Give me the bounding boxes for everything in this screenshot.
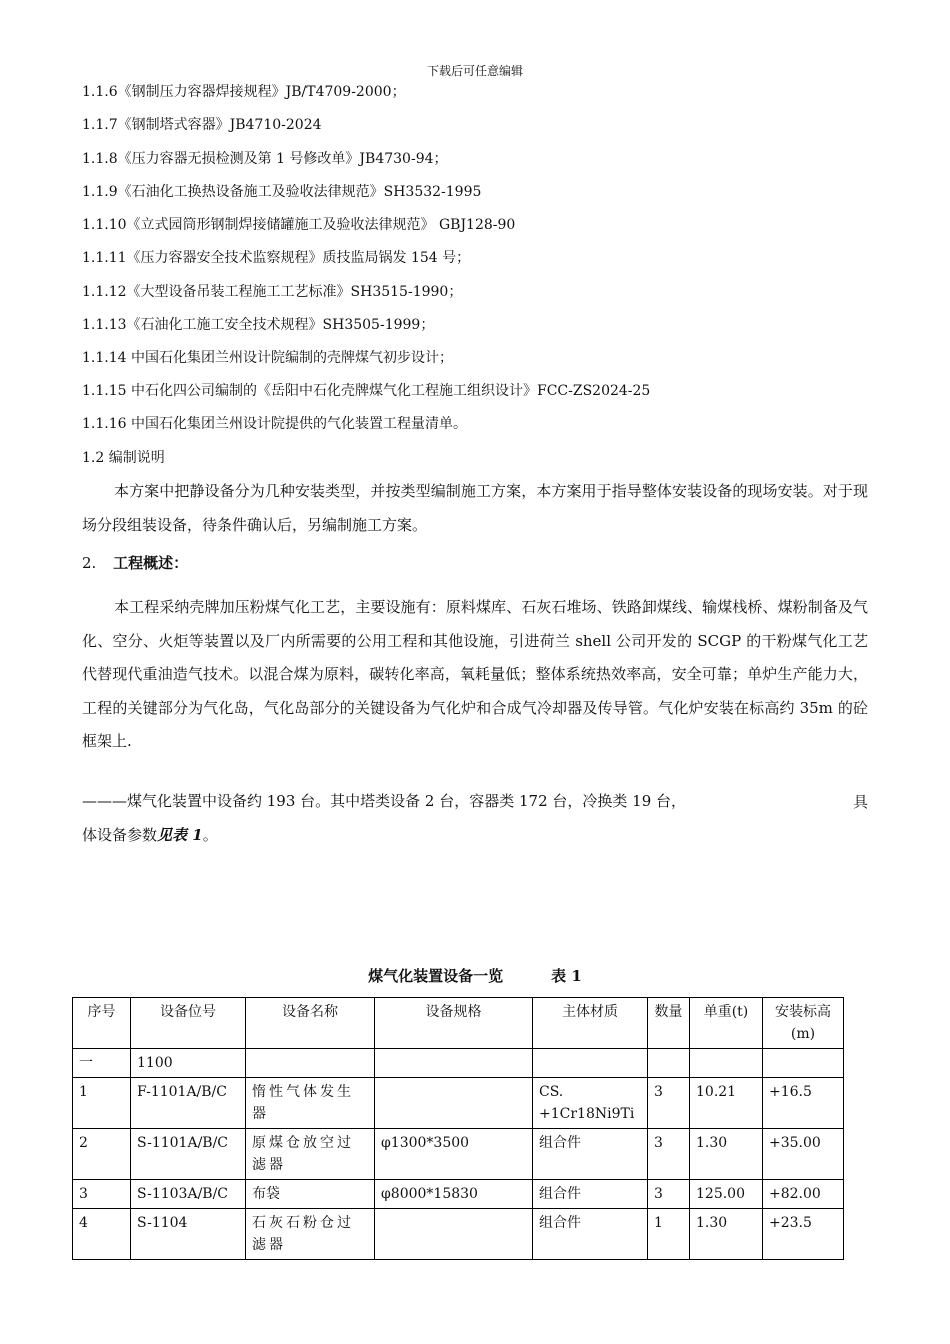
table-cell: [246, 1049, 375, 1078]
table-cell: +82.00: [763, 1180, 844, 1209]
ref-item: 1.1.8《压力容器无损检测及第 1 号修改单》JB4730-94；: [82, 151, 448, 167]
table-row: [73, 1049, 844, 1078]
table-cell: S-1101A/B/C: [131, 1129, 246, 1180]
table-cell: 原煤仓放空过滤器: [246, 1129, 375, 1180]
table-cell: [375, 1078, 533, 1129]
table-cell: [690, 1049, 763, 1078]
equipment-table: [72, 997, 844, 1260]
table-cell: 3: [648, 1180, 690, 1209]
ref-item: 1.1.13《石油化工施工安全技术规程》SH3505-1999；: [82, 317, 435, 333]
table-cell: 惰性气体发生器: [246, 1078, 375, 1129]
table-cell: [648, 1049, 690, 1078]
table-cell: 2: [73, 1129, 131, 1180]
ref-item: 1.1.14 中国石化集团兰州设计院编制的壳牌煤气初步设计；: [82, 350, 453, 366]
ref-item: 1.1.15 中石化四公司编制的《岳阳中石化壳牌煤气化工程施工组织设计》FCC-ZS2024-25: [82, 383, 651, 399]
section-title: 工程概述：: [113, 554, 189, 572]
table-cell: S-1104: [131, 1209, 246, 1260]
table-cell: 3: [648, 1078, 690, 1129]
paragraph-equipment-count: ———煤气化装置中设备约 193 台。其中塔类设备 2 台，容器类 172 台，冷换类 19 台，: [82, 792, 687, 810]
paragraph-equipment-ref: [82, 825, 218, 845]
paragraph-1-2: 本方案中把静设备分为几种安装类型，并按类型编制施工方案，本方案用于指导整体安装设备的现场安装。对于现场分段组装设备，待条件确认后，另编制施工方案。: [82, 482, 868, 534]
paragraph-continuation: 具: [852, 793, 868, 811]
column-header: 设备规格: [375, 998, 533, 1049]
column-header: 安装标高(m): [763, 998, 844, 1049]
ref-item: 1.1.16 中国石化集团兰州设计院提供的气化装置工程量清单。: [82, 416, 467, 432]
table-cell: [375, 1209, 533, 1260]
table-cell: 布袋: [246, 1180, 375, 1209]
ref-item: 1.1.12《大型设备吊装工程施工工艺标准》SH3515-1990；: [82, 284, 463, 300]
ref-item: 1.1.6《钢制压力容器焊接规程》JB/T4709-2000；: [82, 84, 406, 100]
ref-item: 1.1.10《立式园筒形钢制焊接储罐施工及验收法律规范》 GBJ128-90: [82, 217, 516, 233]
table-label: 表 1: [551, 967, 582, 985]
column-header: 主体材质: [533, 998, 648, 1049]
table-cell: [533, 1049, 648, 1078]
page-header: 下载后可任意编辑: [426, 64, 523, 78]
table-cell: +23.5: [763, 1209, 844, 1260]
text: 。: [202, 826, 218, 844]
table-row: [73, 1129, 844, 1180]
table-cell: 3: [648, 1129, 690, 1180]
table-cell: [763, 1049, 844, 1078]
table-row: [73, 1078, 844, 1129]
table-cell: 组合件: [533, 1209, 648, 1260]
column-header: 序号: [73, 998, 131, 1049]
table-cell: F-1101A/B/C: [131, 1078, 246, 1129]
table-cell: S-1103A/B/C: [131, 1180, 246, 1209]
section-heading: 1.2 编制说明: [82, 450, 165, 466]
table-cell: 4: [73, 1209, 131, 1260]
table-cell: 1: [73, 1078, 131, 1129]
table-cell: +16.5: [763, 1078, 844, 1129]
column-header: 设备名称: [246, 998, 375, 1049]
section-heading: [82, 553, 188, 573]
section-number: 2.: [82, 554, 97, 572]
table-row: [73, 1209, 844, 1260]
table-cell: +35.00: [763, 1129, 844, 1180]
table-reference: 见表 1: [157, 826, 203, 844]
ref-item: 1.1.7《钢制塔式容器》JB4710-2024: [82, 117, 322, 133]
table-cell: φ8000*15830: [375, 1180, 533, 1209]
column-header: 数量: [648, 998, 690, 1049]
table-cell: 1.30: [690, 1209, 763, 1260]
table-cell: 组合件: [533, 1129, 648, 1180]
table-cell: 3: [73, 1180, 131, 1209]
table-caption: [0, 965, 950, 986]
ref-item: 1.1.11《压力容器安全技术监察规程》质技监局锅发 154 号；: [82, 250, 471, 266]
table-cell: 125.00: [690, 1180, 763, 1209]
table-cell: 石灰石粉仓过滤器: [246, 1209, 375, 1260]
column-header: 单重(t): [690, 998, 763, 1049]
table-title: 煤气化装置设备一览: [368, 967, 504, 985]
table-cell: 一: [73, 1049, 131, 1078]
table-cell: CS. +1Cr18Ni9Ti: [533, 1078, 648, 1129]
table-cell: 1: [648, 1209, 690, 1260]
table-cell: 1.30: [690, 1129, 763, 1180]
table-cell: 1100: [131, 1049, 246, 1078]
text: 体设备参数: [82, 826, 158, 844]
table-cell: [375, 1049, 533, 1078]
ref-item: 1.1.9《石油化工换热设备施工及验收法律规范》SH3532-1995: [82, 184, 482, 200]
table-cell: φ1300*3500: [375, 1129, 533, 1180]
table-header-row: [73, 998, 844, 1049]
table-row: [73, 1180, 844, 1209]
column-header: 设备位号: [131, 998, 246, 1049]
paragraph-overview: 本工程采纳壳牌加压粉煤气化工艺，主要设施有：原料煤库、石灰石堆场、铁路卸煤线、输煤栈桥、煤粉制备及气化、空分、火炬等装置以及厂内所需要的公用工程和其他设施，引进荷兰 shell 公司开发的 SCGP 的干粉煤气化工艺代替现代重油造气技术。以混合煤为原料，碳转化率高，氧耗量低；整体系统热效率高，安全可靠；单炉生产能力大，工程的关键部分为气化岛，气化岛部分的关键设备为气化炉和合成气冷却器及传导管。气化炉安装在标高约 35m 的砼框架上.: [82, 598, 868, 750]
table-cell: 10.21: [690, 1078, 763, 1129]
table-cell: 组合件: [533, 1180, 648, 1209]
